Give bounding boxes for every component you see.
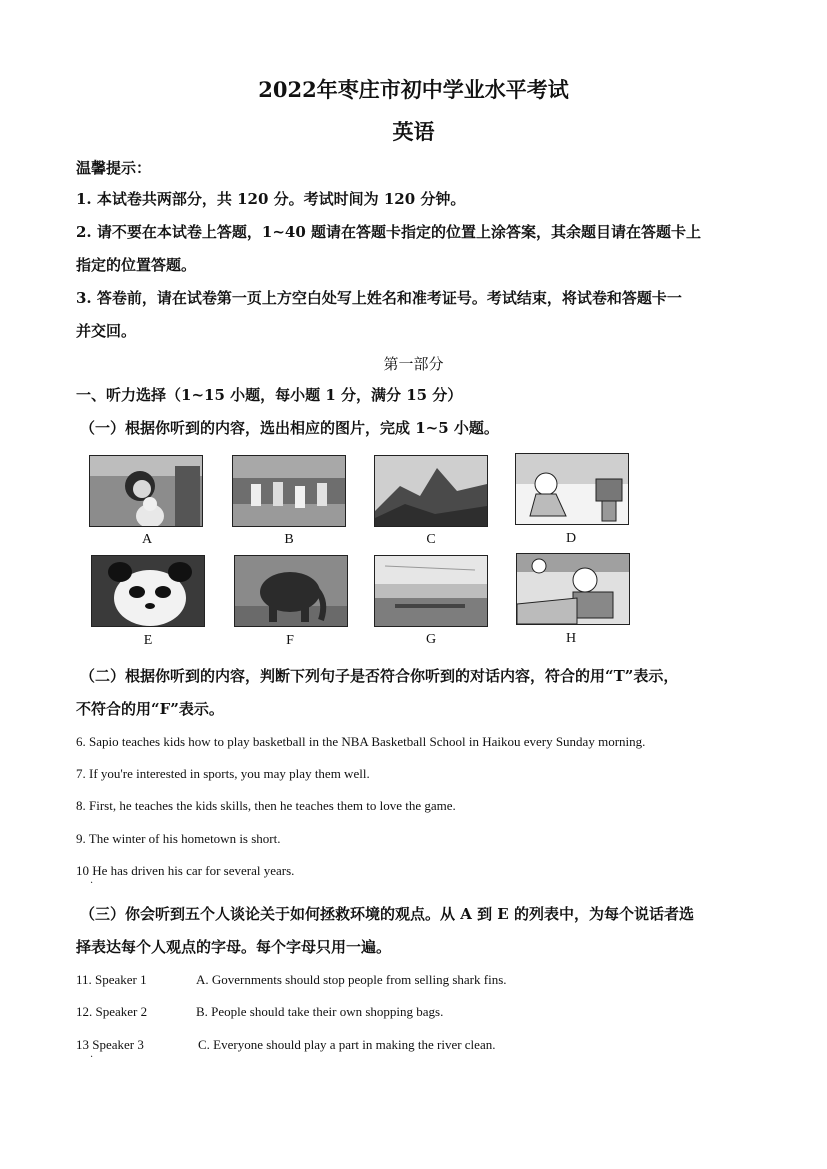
stray-dot: ·: [90, 878, 94, 889]
notes-heading: 温馨提示：: [76, 159, 152, 177]
note-line-3b: 并交回。: [76, 322, 137, 340]
elephant-photo-icon: [235, 556, 347, 626]
option-a: A. Governments should stop people from selling shark fins.: [196, 972, 507, 987]
speaker-1-label: 11. Speaker 1: [76, 972, 147, 987]
question-8: 8. First, he teaches the kids skills, then he teaches them to love the game.: [76, 798, 456, 813]
girl-with-teddy-photo-icon: [90, 456, 202, 526]
exam-subject: 英语: [392, 119, 435, 144]
boy-driving-car-drawing-icon: [517, 554, 629, 624]
robots-dancing-photo-icon: [233, 456, 345, 526]
boy-watching-tv-drawing-icon: [516, 454, 628, 524]
question-7: 7. If you're interested in sports, you may play them well.: [76, 766, 370, 781]
note-line-3a: 3. 答卷前，请在试卷第一页上方空白处写上姓名和准考证号。考试结束，将试卷和答题卡一: [76, 289, 682, 307]
stray-dot: ·: [90, 1052, 94, 1063]
picture-f: [234, 555, 348, 627]
option-b: B. People should take their own shopping bags.: [196, 1004, 444, 1019]
picture-label: H: [565, 631, 577, 646]
subsection-2-instructions: （二）根据你听到的内容，判断下列句子是否符合你听到的对话内容，符合的用“T”表示，: [80, 667, 679, 685]
picture-label: C: [426, 532, 436, 547]
question-9: 9. The winter of his hometown is short.: [76, 831, 281, 846]
mountain-landscape-photo-icon: [375, 456, 487, 526]
option-c: C. Everyone should play a part in making the river clean.: [198, 1037, 496, 1052]
picture-label: D: [565, 531, 577, 546]
subsection-2-instructions-cont: 不符合的用“F”表示。: [76, 700, 224, 718]
question-10: 10 He has driven his car for several years.: [76, 863, 295, 878]
panda-photo-icon: [92, 556, 204, 626]
beach-scene-photo-icon: [375, 556, 487, 626]
subsection-1-instructions: （一）根据你听到的内容，选出相应的图片，完成 1~5 小题。: [80, 419, 499, 437]
picture-label: B: [284, 532, 294, 547]
picture-label: G: [425, 632, 437, 647]
note-line-2a: 2. 请不要在本试卷上答题，1~40 题请在答题卡指定的位置上涂答案，其余题目请在答题卡上: [76, 223, 701, 241]
picture-h: [516, 553, 630, 625]
part-heading: 第一部分: [383, 355, 444, 373]
note-line-1: 1. 本试卷共两部分，共 120 分。考试时间为 120 分钟。: [76, 190, 466, 208]
picture-label: E: [143, 633, 153, 648]
note-line-2b: 指定的位置答题。: [76, 256, 197, 274]
picture-a: [89, 455, 203, 527]
picture-label: F: [286, 633, 294, 648]
picture-g: [374, 555, 488, 627]
picture-e: [91, 555, 205, 627]
section-heading: 一、听力选择（1~15 小题，每小题 1 分，满分 15 分）: [76, 386, 463, 404]
picture-label: A: [141, 532, 153, 547]
picture-d: [515, 453, 629, 525]
question-6: 6. Sapio teaches kids how to play basketball in the NBA Basketball School in Haikou every Sunday morning.: [76, 734, 646, 749]
picture-c: [374, 455, 488, 527]
speaker-2-label: 12. Speaker 2: [76, 1004, 148, 1019]
subsection-3-instructions-cont: 择表达每个人观点的字母。每个字母只用一遍。: [76, 938, 392, 956]
subsection-3-instructions: （三）你会听到五个人谈论关于如何拯救环境的观点。从 A 到 E 的列表中，为每个说话者选: [80, 905, 694, 923]
exam-title: 2022年枣庄市初中学业水平考试: [258, 77, 569, 102]
picture-b: [232, 455, 346, 527]
speaker-3-label: 13 Speaker 3: [76, 1037, 144, 1052]
